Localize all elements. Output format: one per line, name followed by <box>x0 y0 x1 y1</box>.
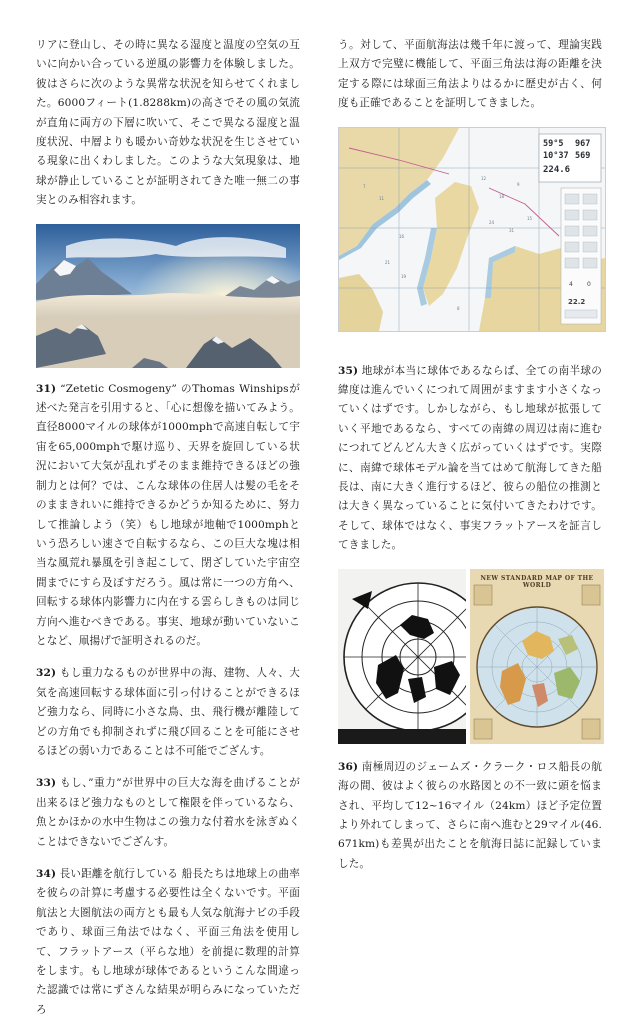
svg-text:8: 8 <box>457 305 460 311</box>
chart-instrument-panel <box>561 188 601 324</box>
paragraph-36-text: 南極周辺のジェームズ・クラーク・ロス船長の航海の間、彼はよく彼らの水路図との不一致に頭を悩まされ、平均して12~16マイル（24km）ほど予定位置より外れてしまって、さらに南へ進むと29マイル(46.671km)も差異が出たことを航海日誌に記録していました。 <box>338 760 602 870</box>
world-map-illustration <box>470 569 604 744</box>
nautical-chart-illustration <box>339 128 605 331</box>
paragraph-32-text: もし重力なるものが世界中の海、建物、人々、大気を高速回転する球体面に引っ付けることができるほど強力なら、同時に小さな鳥、虫、飛行機が離陸してどの方角でも抑制されずに飛び回ることを可能にさせるほどの弱い力であることは不可能でござんす。 <box>36 667 300 757</box>
svg-text:18: 18 <box>499 193 505 199</box>
svg-text:12: 12 <box>481 175 487 181</box>
item-number-36: 36) <box>338 760 359 773</box>
paragraph-34-continued: う。対して、平面航海法は幾千年に渡って、理論実践上双方で完璧に機能して、平面三角法は海の距離を決定する際には球面三角法よりはるかに歴史が古く、何度も正確であることを証明してきました。 <box>338 39 602 110</box>
azimuthal-map-illustration <box>338 569 466 744</box>
item-number-33: 33) <box>36 777 57 790</box>
new-standard-map-of-the-world <box>470 569 604 744</box>
chart-readout-lon-min: 569 <box>575 150 591 161</box>
svg-text:15: 15 <box>527 215 533 221</box>
mountain-clouds-image <box>36 224 300 368</box>
paragraph-32 <box>36 664 300 761</box>
paragraph-36 <box>338 758 602 874</box>
svg-text:19: 19 <box>401 273 407 279</box>
map-title: NEW STANDARD MAP OF THE WORLD <box>480 574 594 589</box>
item-number-32: 32) <box>36 667 57 680</box>
flat-earth-map-black-white <box>338 569 466 744</box>
chart-readout-speed: 22.2 <box>568 297 586 306</box>
item-number-35: 35) <box>338 364 359 377</box>
paragraph-31-text: “Zetetic Cosmogeny” のThomas Winshipsが述べた発言を引用すると、「心に想像を描いてみよう。直径8000マイルの球体が1000mphで高速自転して宇宙を65,000mphで駆け巡り、天界を旋回している状況において大気が乱れずそのまま維持できるほどの強制力とは何？では、こんな球体の住居人は髪の毛をそのままきれいに維持できるかどうか知るために、努力して推論しよう（笑）もし地球が地軸で1000mphという恐ろしい速さで自転するなら、この巨大な塊は相当な風荒れ暴風を引き起こして、閉ざしていた宇宙空間までにすら及ぼすだろう。風は常に一つの方角へ、回転する球体内影響力に内在する雲らしきものは同じ方向へ進むべきである。事実、地球が動いていないことなど、凧揚げで証明されるのだ。 <box>36 382 300 647</box>
chart-readout-offset: 0 <box>587 280 591 288</box>
nautical-chart-image <box>338 127 606 332</box>
flat-earth-maps-image <box>338 569 604 744</box>
chart-readout-lat-min: 967 <box>575 138 591 149</box>
left-column <box>36 36 300 1033</box>
svg-text:21: 21 <box>385 259 391 265</box>
item-number-31: 31) <box>36 382 57 395</box>
svg-text:9: 9 <box>517 181 520 187</box>
paragraph-34-text: 長い距離を航行している 船長たちは地球上の曲率を彼らの計算に考慮する必要性は全くないです。平面航法と大圏航法の両方とも最も人気な航海ナビの手段であり、球面三角法ではなく、平面三角法を使用して、フラットアース（平らな地）を前提に数理的計算をします。もし地球が球体であるというこんな間違った認識では常にずさんな結果が明らみになっていただろ <box>36 868 300 1016</box>
svg-text:16: 16 <box>399 233 405 239</box>
paragraph-34 <box>36 865 300 1020</box>
svg-text:31: 31 <box>509 227 515 233</box>
item-number-34: 34) <box>36 868 57 880</box>
intro-paragraph: リアに登山し、その時に異なる湿度と温度の空気の互いに向かい合っている逆風の影響力を体験しました。彼はさらに次のような異常な状況を知らせてくれました。6000フィート(1.8288km)の高さでその風の気流が直角に両方の下層に吹いて、そこで異なる湿度と温度状況、中層よりも暖かい奇妙な状況を生じさせている現象に出くわしました。このような大気現象は、地球が静止していることが証明されてきた唯一無二の事実とのみ相容れます。 <box>36 39 300 207</box>
svg-text:24: 24 <box>489 219 495 225</box>
paragraph-33-text: もし、”重力”が世界中の巨大な海を曲げることが出来るほど強力なものとして権限を伴っているなら、魚とかほかの水中生物はこの強力な付着水を泳ぎぬくことはできないでござんす。 <box>36 777 300 848</box>
chart-readout-lat-deg: 59°5 <box>543 138 564 149</box>
chart-readout-heading: 224.6 <box>543 164 571 175</box>
chart-readout-lon-deg: 10°37 <box>543 150 569 161</box>
mountain-clouds-illustration <box>36 224 300 368</box>
svg-text:11: 11 <box>379 195 385 201</box>
svg-text:7: 7 <box>363 183 366 189</box>
paragraph-31 <box>36 380 300 652</box>
paragraph-35-text: 地球が本当に球体であるならば、全ての南半球の緯度は進んでいくにつれて周囲がますます小さくなっていくはずです。しかしながら、もし地球が拡張していく平地であるなら、すべての南緯の周辺は南に進むにつれてどんどん大きく広がっていくはずです。実際に、南緯で球体モデル論を当てはめて航海してきた船長は、南に大きく進行するほど、彼らの船位の推測とは大きく異なっていることに気付いてきたわけです。そして、球体ではなく、事実フラットアースを証言してきました。 <box>338 364 602 552</box>
right-column <box>338 36 602 887</box>
chart-readout-depth: 4 <box>569 280 573 288</box>
paragraph-33 <box>36 774 300 852</box>
paragraph-35 <box>338 362 602 556</box>
